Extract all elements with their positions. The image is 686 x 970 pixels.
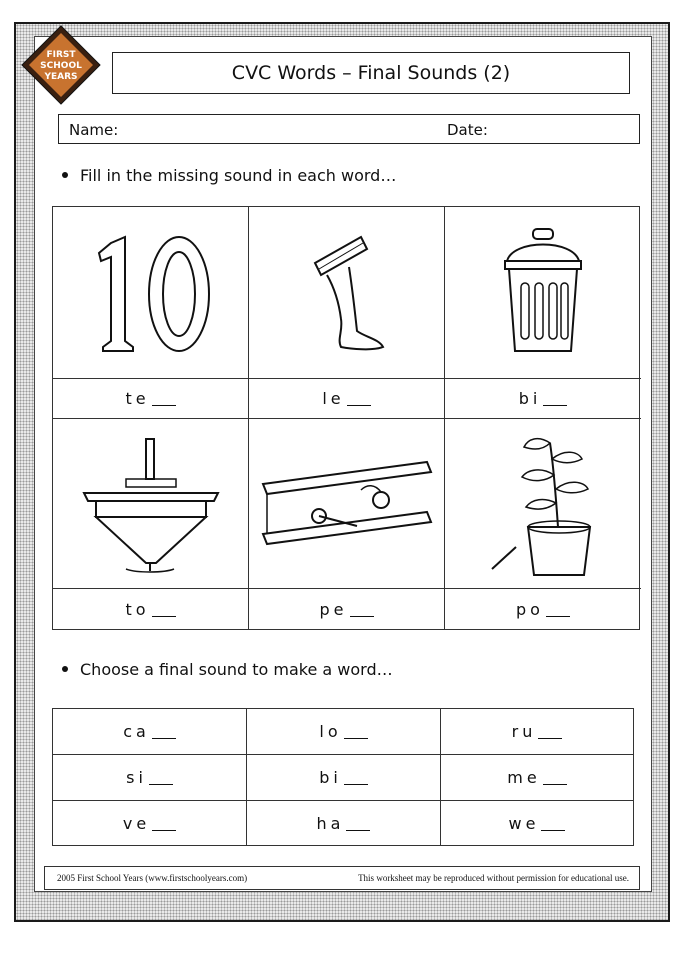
name-date-box	[58, 114, 640, 144]
instruction-choose-text: Choose a final sound to make a word…	[80, 660, 393, 679]
word-prefix: we	[508, 813, 540, 833]
clothes-peg-icon	[257, 454, 437, 554]
word-prefix: bi	[518, 389, 542, 408]
word-prefix: bi	[319, 768, 342, 787]
plant-pot-icon	[488, 429, 598, 579]
bullet-icon	[62, 666, 68, 672]
word-prefix: ve	[122, 813, 151, 833]
title-text: CVC Words – Final Sounds (2)	[231, 62, 511, 84]
word-prefix: me	[507, 768, 541, 787]
picture-cell-top	[53, 419, 249, 589]
answer-blank[interactable]	[538, 724, 562, 739]
svg-text:FIRST: FIRST	[46, 50, 76, 60]
answer-blank[interactable]	[152, 391, 176, 406]
choose-cell	[53, 709, 247, 755]
word-prefix: ru	[511, 722, 537, 741]
choose-cell	[247, 755, 441, 801]
answer-blank[interactable]	[149, 770, 173, 785]
bin-icon	[473, 223, 613, 363]
word-prefix: le	[322, 389, 345, 408]
word-cell-te	[53, 379, 249, 419]
choose-cell	[247, 801, 441, 845]
word-prefix: te	[125, 389, 150, 408]
picture-grid	[52, 206, 640, 630]
date-label: Date:	[447, 121, 488, 139]
footer-permission: This worksheet may be reproduced without permission for educational use.	[358, 873, 629, 883]
word-cell-pe	[249, 589, 445, 629]
leg-icon	[277, 223, 417, 363]
answer-blank[interactable]	[350, 602, 374, 617]
answer-blank[interactable]	[543, 391, 567, 406]
footer	[44, 866, 640, 890]
answer-blank[interactable]	[541, 816, 565, 831]
word-prefix: pe	[319, 599, 348, 619]
answer-blank[interactable]	[152, 816, 176, 831]
picture-cell-bin	[445, 207, 641, 379]
answer-blank[interactable]	[344, 770, 368, 785]
number-ten-icon	[81, 223, 221, 363]
picture-cell-peg	[249, 419, 445, 589]
word-cell-po	[445, 589, 641, 629]
picture-cell-leg	[249, 207, 445, 379]
choose-cell	[53, 755, 247, 801]
svg-text:YEARS: YEARS	[44, 72, 78, 82]
first-school-years-logo	[20, 24, 102, 106]
picture-cell-pot	[445, 419, 641, 589]
answer-blank[interactable]	[546, 602, 570, 617]
answer-blank[interactable]	[346, 816, 370, 831]
spinning-top-icon	[76, 431, 226, 576]
instruction-choose	[62, 660, 393, 679]
choose-cell	[53, 801, 247, 845]
choose-word-table	[52, 708, 634, 846]
word-prefix: to	[125, 599, 150, 619]
answer-blank[interactable]	[543, 770, 567, 785]
svg-text:SCHOOL: SCHOOL	[40, 61, 82, 71]
footer-copyright: 2005 First School Years (www.firstschoolyears.com)	[57, 873, 248, 883]
bullet-icon	[62, 172, 68, 178]
choose-cell	[441, 801, 633, 845]
choose-cell	[441, 755, 633, 801]
instruction-fill	[62, 166, 396, 185]
instruction-fill-text: Fill in the missing sound in each word…	[80, 166, 397, 185]
answer-blank[interactable]	[344, 724, 368, 739]
choose-cell	[247, 709, 441, 755]
picture-cell-ten	[53, 207, 249, 379]
word-prefix: si	[126, 768, 147, 787]
word-cell-to	[53, 589, 249, 629]
word-prefix: po	[516, 599, 544, 619]
word-prefix: ca	[123, 722, 150, 741]
name-label: Name:	[69, 121, 119, 139]
answer-blank[interactable]	[347, 391, 371, 406]
answer-blank[interactable]	[152, 602, 176, 617]
word-prefix: lo	[319, 722, 342, 741]
word-prefix: ha	[316, 813, 345, 833]
word-cell-bi	[445, 379, 641, 419]
answer-blank[interactable]	[152, 724, 176, 739]
word-cell-le	[249, 379, 445, 419]
worksheet-title	[112, 52, 630, 94]
choose-cell	[441, 709, 633, 755]
